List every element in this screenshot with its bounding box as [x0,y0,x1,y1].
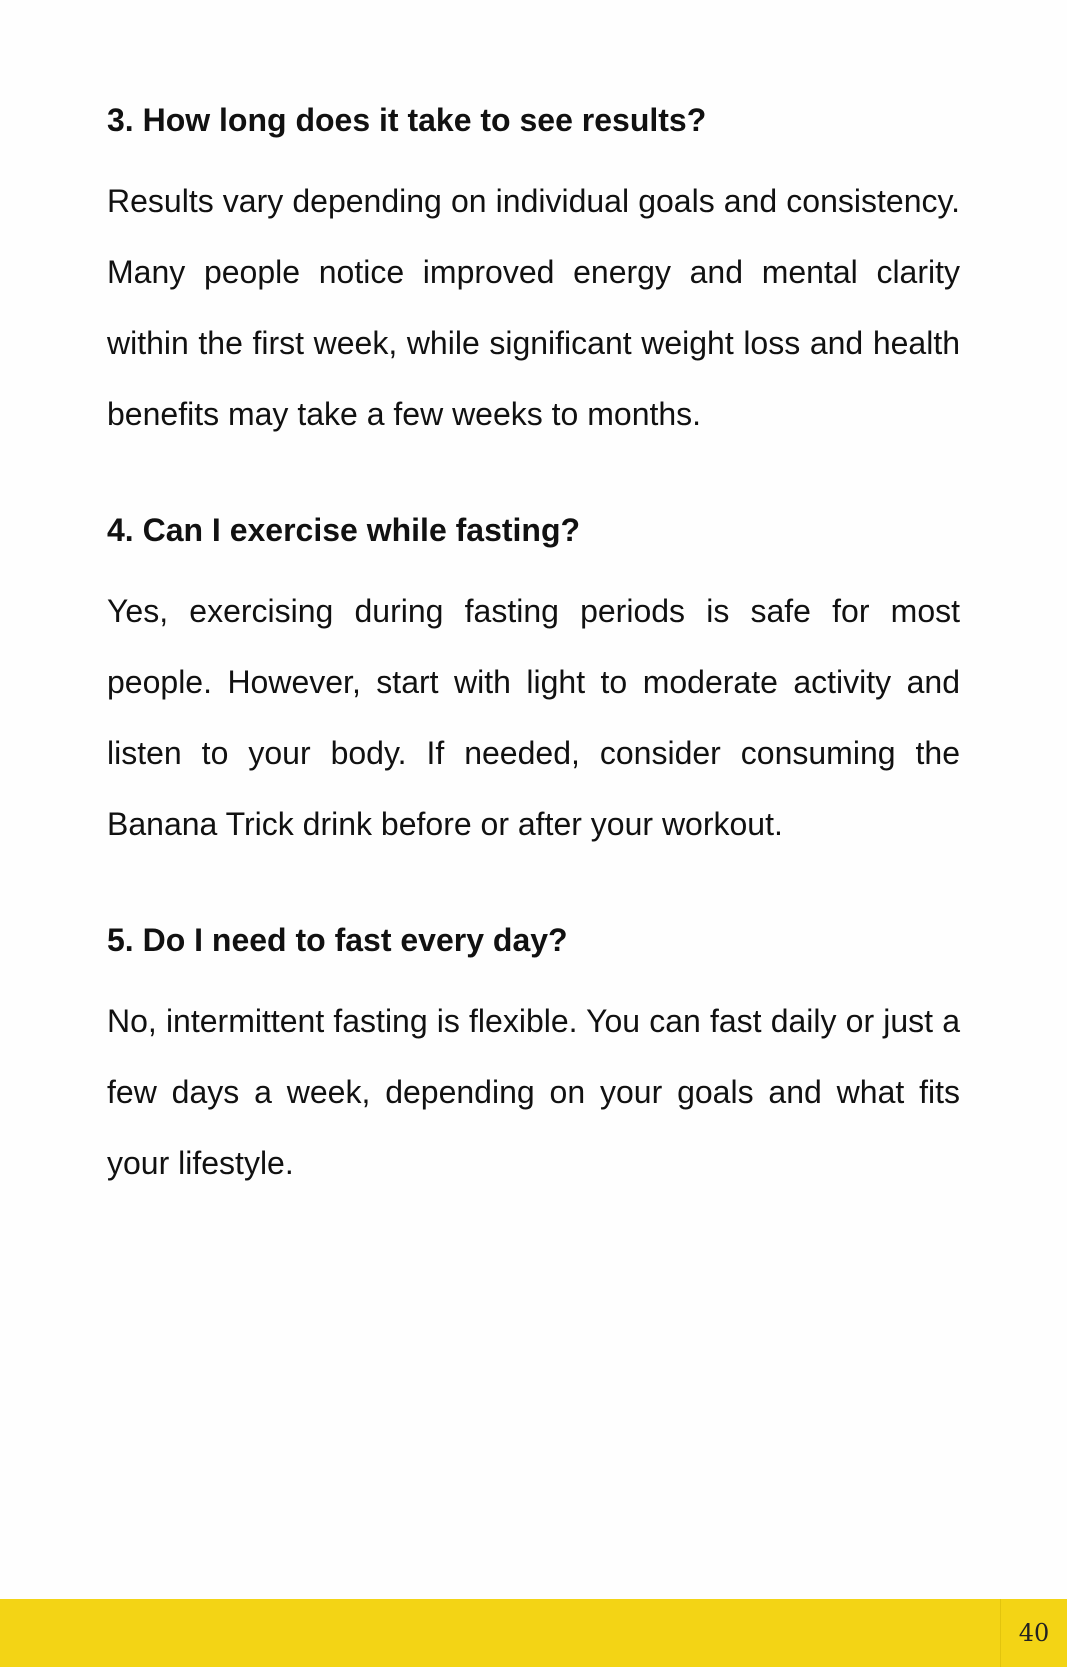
faq-question: 4. Can I exercise while fasting? [107,512,581,548]
faq-item-results [107,98,960,450]
footer-bar [0,1599,1067,1667]
faq-answer: Results vary depending on individual goals and consistency. Many people notice improved energy and mental clarity within the first week, while significant weight loss and health benefits may take a few weeks to months. [107,183,960,432]
faq-question: 3. How long does it take to see results? [107,102,707,138]
faq-answer: Yes, exercising during fasting periods is safe for most people. However, start with light to moderate activity and listen to your body. If needed, consider consuming the Banana Trick drink before or after your workout. [107,593,960,842]
faq-question: 5. Do I need to fast every day? [107,922,568,958]
faq-content [107,98,960,1257]
faq-item-frequency [107,918,960,1199]
page-number: 40 [1000,1599,1067,1667]
faq-item-exercise [107,508,960,860]
faq-answer: No, intermittent fasting is flexible. You can fast daily or just a few days a week, depending on your goals and what fits your lifestyle. [107,1003,960,1181]
